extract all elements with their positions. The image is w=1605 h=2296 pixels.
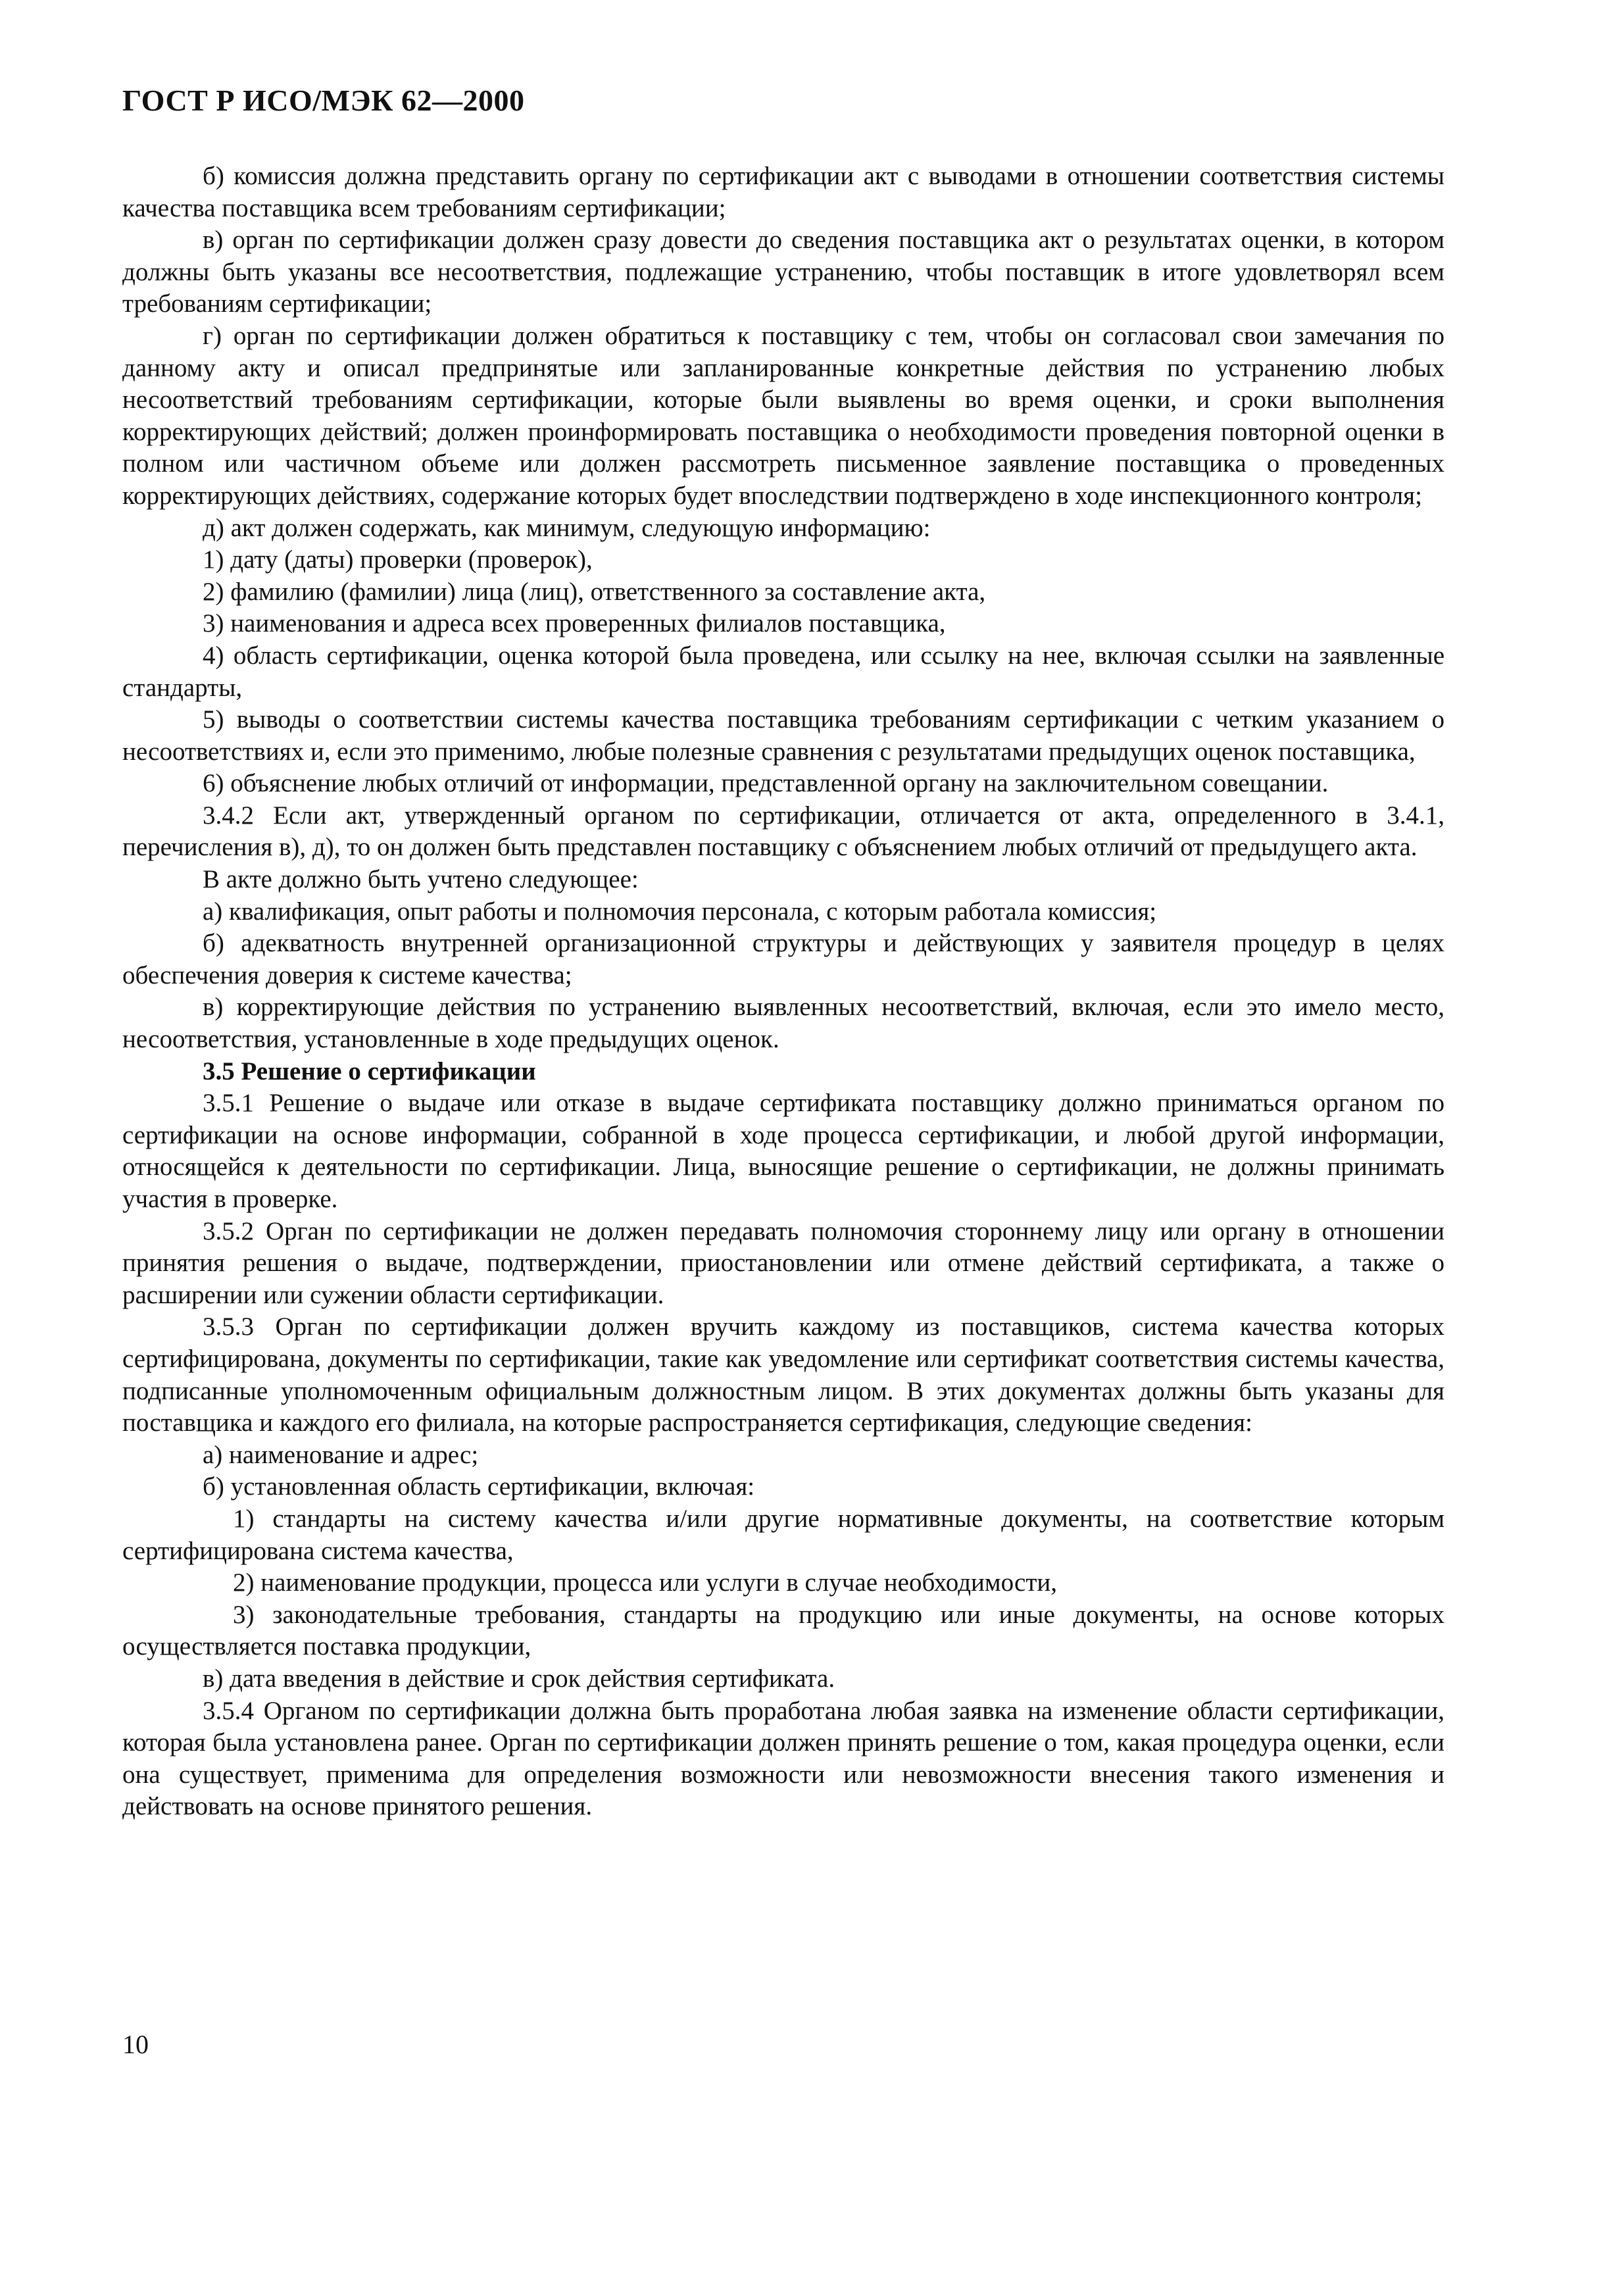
list-item-1-dates: 1) дату (даты) проверки (проверок),: [203, 545, 593, 574]
paragraph-act-considerations: В акте должно быть учтено следующее:: [203, 865, 639, 894]
document-header: ГОСТ Р ИСО/МЭК 62—2000: [122, 84, 525, 117]
list-item-b-scope: б) установленная область сертификации, включая:: [203, 1472, 755, 1501]
list-item-6-differences: 6) объяснение любых отличий от информации, представленной органу на заключительном совещании.: [203, 769, 1329, 798]
paragraph-g-supplier-response: г) орган по сертификации должен обратиться к поставщику с тем, чтобы он согласовал свои замечания по данному акту и описал предпринятые или запланированные конкретные действия по устранению любых несоответствий требованиям сертификации, которые были выявлены во время оценки, и сроки выполнения корректирующих действий; должен проинформировать поставщика о необходимости проведения повторной оценки в полном или частичном объеме или должен рассмотреть письменное заявление поставщика о проведенных корректирующих действиях, содержание которых будет впоследствии подтверждено в ходе инспекционного контроля;: [122, 321, 1444, 510]
paragraph-d-act-contents: д) акт должен содержать, как минимум, следующую информацию:: [203, 513, 931, 542]
list-item-v-dates: в) дата введения в действие и срок действия сертификата.: [203, 1664, 835, 1693]
paragraph-b-commission-act: б) комиссия должна представить органу по сертификации акт с выводами в отношении соответствия системы качества поставщика всем требованиям сертификации;: [122, 162, 1444, 222]
list-item-a-qualification: а) квалификация, опыт работы и полномочия персонала, с которым работала комиссия;: [203, 897, 1157, 926]
paragraph-3-4-2: 3.4.2 Если акт, утвержденный органом по сертификации, отличается от акта, определенного в 3.4.1, перечисления в), д), то он должен быть представлен поставщику с объяснением любых отличий от предыдущего акта.: [122, 801, 1444, 862]
page-number: 10: [122, 2030, 149, 2059]
document-body: [122, 161, 1444, 1823]
list-item-5-conclusions: 5) выводы о соответствии системы качества поставщика требованиям сертификации с четким указанием о несоответствиях и, если это применимо, любые полезные сравнения с результатами предыдущих оценок поставщика,: [122, 705, 1444, 766]
paragraph-3-5-3: 3.5.3 Орган по сертификации должен вручить каждому из поставщиков, система качества которых сертифицирована, документы по сертификации, такие как уведомление или сертификат соответствия системы качества, подписанные уполномоченным официальным должностным лицом. В этих документах должны быть указаны для поставщика и каждого его филиала, на которые распространяется сертификация, следующие сведения:: [122, 1312, 1444, 1437]
paragraph-3-5-1: 3.5.1 Решение о выдаче или отказе в выдаче сертификата поставщику должно приниматься органом по сертификации на основе информации, собранной в ходе процесса сертификации, и любой другой информации, относящейся к деятельности по сертификации. Лица, выносящие решение о сертификации, не должны принимать участия в проверке.: [122, 1089, 1444, 1213]
list-item-b-adequacy: б) адекватность внутренней организационной структуры и действующих у заявителя процедур в целях обеспечения доверия к системе качества;: [122, 929, 1444, 989]
list-item-a-name-address: а) наименование и адрес;: [203, 1440, 479, 1469]
paragraph-3-5-2: 3.5.2 Орган по сертификации не должен передавать полномочия стороннему лицу или органу в отношении принятия решения о выдаче, подтверждении, приостановлении или отмене действий сертификата, а также о расширении или сужении области сертификации.: [122, 1216, 1444, 1309]
list-item-v-corrective-actions: в) корректирующие действия по устранению выявленных несоответствий, включая, если это имело место, несоответствия, установленные в ходе предыдущих оценок.: [122, 993, 1444, 1054]
section-heading-3-5: 3.5 Решение о сертификации: [203, 1057, 536, 1086]
paragraph-v-body-report: в) орган по сертификации должен сразу довести до сведения поставщика акт о результатах оценки, в котором должны быть указаны все несоответствия, подлежащие устранению, чтобы поставщик в итоге удовлетворял всем требованиям сертификации;: [122, 226, 1444, 318]
sublist-item-3-legal-requirements: 3) законодательные требования, стандарты на продукцию или иные документы, на основе которых осуществляется поставка продукции,: [122, 1600, 1444, 1661]
paragraph-3-5-4: 3.5.4 Органом по сертификации должна быть проработана любая заявка на изменение области сертификации, которая была установлена ранее. Орган по сертификации должен принять решение о том, какая процедура оценки, если она существует, применима для определения возможности или невозможности внесения такого изменения и действовать на основе принятого решения.: [122, 1696, 1444, 1821]
sublist-item-2-products: 2) наименование продукции, процесса или услуги в случае необходимости,: [233, 1568, 1058, 1597]
list-item-3-branches: 3) наименования и адреса всех проверенных филиалов поставщика,: [203, 609, 946, 638]
list-item-2-names: 2) фамилию (фамилии) лица (лиц), ответственного за составление акта,: [203, 577, 986, 606]
list-item-4-scope: 4) область сертификации, оценка которой была проведена, или ссылку на нее, включая ссылки на заявленные стандарты,: [122, 641, 1444, 702]
sublist-item-1-standards: 1) стандарты на систему качества и/или другие нормативные документы, на соответствие которым сертифицирована система качества,: [122, 1504, 1444, 1565]
